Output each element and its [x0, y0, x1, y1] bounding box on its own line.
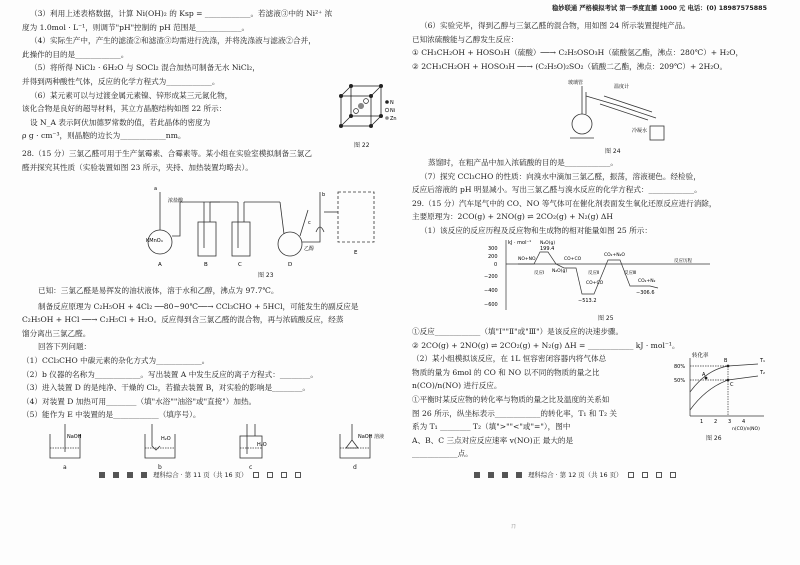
q5-line-1: （5）将所得 NiCl₂ · 6H₂O 与 SOCl₂ 混合加热可制备无水 NiCl₂，	[30, 63, 260, 73]
option-a-label: a	[63, 464, 67, 471]
option-b-label: b	[158, 464, 162, 471]
q28-7-line-2: 反应后溶液的 pH 明显减小。写出三氯乙醛与溴水反应的化学方程式：____________。	[412, 185, 702, 195]
fig26-ytick-50: 50%	[674, 378, 686, 384]
fig23-label-hcl: 浓盐酸	[168, 198, 184, 204]
fig25-ytick-300: 300	[488, 246, 498, 252]
fig23-label-d: D	[288, 262, 293, 268]
q29-stem-1: 29.（15 分）汽车尾气中的 CO、NO 等气体可在催化剂表面发生氧化还原反应进行消除，	[412, 198, 717, 208]
fig23-label-kmno4: KMnO₄	[146, 238, 163, 244]
q28-6-purpose: 蒸馏时，在粗产品中加入浓硫酸的目的是____________。	[428, 158, 618, 167]
fig26-point-c: C	[730, 382, 734, 388]
footer-left	[95, 470, 305, 479]
fig25-ylabel: kJ · mol⁻¹	[508, 240, 532, 246]
q28-known: 已知：三氯乙醛是易挥发的油状液体，溶于水和乙醇，沸点为 97.7℃。	[38, 286, 279, 295]
option-d-label: d	[353, 464, 357, 471]
fig23-label-small-b: b	[322, 192, 326, 198]
footer-right-text: 理科综合 · 第 12 页（共 16 页）	[528, 471, 623, 479]
fig23-label-small-c: c	[308, 220, 311, 226]
q28-sub-2: （2）b 仪器的名称为____________。写出装置 A 中发生反应的离子方程式：________。	[22, 369, 318, 379]
fig26-xlabel: n(CO)/n(NO)	[732, 427, 760, 432]
fig25-caption: 图 25	[598, 315, 614, 322]
q29-2-line-2: 物质的量为 6mol 的 CO 和 NO 以不同的物质的量之比	[412, 367, 600, 377]
q3-line-1: （3）利用上述表格数据，计算 Ni(OH)₂ 的 Ksp = ____________。若滤液③中的 Ni²⁺ 浓	[30, 9, 333, 18]
fig22-caption: 图 22	[354, 142, 370, 149]
page-bottom-mark: ㄇ	[510, 522, 517, 530]
fig25-ytick-m200: −200	[484, 274, 498, 280]
fig23-label-ethanol: 乙醇	[304, 246, 315, 252]
q4-line-1: （4）实际生产中，产生的滤渣②和滤渣③均需进行洗涤，并将洗涤液与滤液②合并，	[30, 36, 316, 46]
fig25-label-co2-n2o: CO₂+N₂O	[604, 253, 625, 258]
fig23-label-b: B	[204, 262, 208, 268]
q4-line-2: 此操作的目的是____________。	[22, 49, 129, 59]
q28-6-line-1: （6）实验完毕，得到乙醇与三氯乙醛的混合物，用如图 24 所示装置提纯产品。	[420, 21, 690, 30]
fig23-caption: 图 23	[258, 272, 274, 279]
fig25-energy-profile	[478, 238, 718, 314]
fig26-series-t2: T₂	[760, 370, 766, 376]
fig24-label-thermometer: 温度计	[614, 84, 630, 90]
option-b-reagent: H₂O	[161, 436, 171, 442]
q28-sub-1: （1）CCl₃CHO 中碳元素的杂化方式为____________。	[22, 355, 210, 365]
fig26-caption: 图 26	[706, 435, 722, 442]
fig24-label-cooling-water: 冷凝水	[632, 128, 648, 134]
fig26-ytick-80: 80%	[674, 364, 686, 370]
fig26-point-a: A	[702, 372, 706, 378]
fig26-point-b: B	[724, 358, 728, 364]
fig25-ytick-0: 0	[494, 262, 498, 268]
fig26-xtick-2: 2	[714, 419, 718, 425]
option-a-reagent: NaOH	[67, 434, 82, 440]
q28-6-reaction-1: ① CH₃CH₂OH + HOSO₃H（硫酸）──→ C₂H₅OSO₃H（硫酸氢乙酯，沸点：280℃）+ H₂O，	[412, 48, 744, 58]
footer-left-text: 理科综合 · 第 11 页（共 16 页）	[153, 471, 248, 479]
q28-principle-3: 馏分离出三氯乙醛。	[22, 328, 91, 338]
q28-sub-5: （5）能作为 E 中装置的是____________（填序号）。	[22, 410, 201, 420]
q29-2-a-1: ①平衡时某反应物的转化率与物质的量之比及温度的关系如	[412, 394, 610, 404]
q6-line-4: ρ g · cm⁻³，则晶胞的边长为____________nm。	[22, 131, 186, 141]
fig25-label-n2o: N₂O(g)	[540, 241, 556, 246]
fig22-legend-ni: Ni	[390, 108, 396, 114]
q3-line-2: 度为 1.0mol · L⁻¹，则调节"pH"控制的 pH 范围是____________。	[22, 22, 250, 32]
fig24-distillation	[560, 78, 680, 146]
fig25-label-r1: 反应Ⅰ	[534, 271, 545, 276]
fig-options-abcd	[40, 422, 390, 462]
option-d-reagent: NaOH 溶液	[358, 434, 385, 440]
q29-2-a-3: 系为 T₁ ________ T₂（填">""<"或"="），图中	[412, 422, 571, 432]
q28-6-line-2: 已知浓硫酸能与乙醇发生反应：	[412, 34, 519, 44]
fig25-label-co2-n2: CO₂+N₂	[638, 279, 656, 284]
right-column-top	[412, 19, 782, 73]
q28-7-line-1: （7）探究 CCl₃CHO 的性质：向溴水中滴加三氯乙醛，振荡，溶液褪色。经检验，	[420, 171, 701, 181]
q28-sub-4: （4）对装置 D 加热可用________（填"水浴""油浴"或"直接"）加热。	[22, 396, 257, 406]
fig26-series-t1: T₁	[760, 358, 766, 364]
fig25-value-306: −306.6	[636, 290, 655, 296]
left-column-lower	[22, 284, 394, 422]
q28-stem-1: 28.（15 分）三氯乙醛可用于生产氯霉素、合霉素等。某小组在实验室模拟制备三氯乙	[22, 148, 312, 158]
fig22-legend-zn: Zn	[390, 116, 397, 122]
fig22-crystal-cell	[335, 80, 397, 138]
fig25-ytick-200: 200	[488, 254, 498, 260]
q29-1: （1）该反应的反应历程及反应物和生成物的相对能量如图 25 所示：	[420, 225, 652, 235]
q29-1-a: ①反应____________（填"Ⅰ""Ⅱ"或"Ⅲ"）是该反应的决速步骤。	[412, 327, 624, 336]
fig25-label-r2: 反应Ⅱ	[588, 271, 600, 276]
fig25-label-n2o-2: N₂O(g)	[552, 269, 568, 274]
fig25-ytick-m400: −400	[484, 288, 498, 294]
q29-2-line-1: （2）某小组模拟该反应，在 1L 恒容密闭容器内将气体总	[412, 354, 607, 364]
fig25-label-path: 反应历程	[674, 259, 692, 264]
page-header: 稳妙联通 严格模拟考试 第一季度直播 1000 元 电话：(0) 18987575885	[552, 5, 767, 12]
q29-2-line-3: n(CO)/n(NO) 进行反应。	[412, 381, 502, 391]
fig26-conversion-chart	[672, 352, 772, 432]
fig23-label-c: C	[238, 262, 242, 268]
fig25-value-513: −513.2	[578, 298, 597, 304]
fig24-caption: 图 24	[605, 148, 621, 155]
fig26-xtick-4: 4	[742, 419, 746, 425]
fig25-value-199: 199.4	[540, 246, 555, 252]
fig23-label-e: E	[354, 250, 358, 256]
q29-2-a-5: ____________点。	[412, 449, 473, 459]
fig23-label-a: A	[158, 262, 162, 268]
fig26-xtick-3: 3	[728, 419, 732, 425]
right-column-mid	[412, 156, 782, 238]
q28-principle-2: C₂H₅OH + HCl ──→ C₂H₅Cl + H₂O。反应得到含三氯乙醛的混合物，再与浓硫酸反应，经蒸	[22, 315, 344, 325]
option-c-label: c	[249, 464, 253, 471]
q29-1-b: ② 2CO(g) + 2NO(g) ⇌ 2CO₂(g) + N₂(g) ΔH = ____________ kJ · mol⁻¹。	[412, 340, 680, 350]
fig22-legend-n: N	[390, 100, 394, 106]
fig26-title: 转化率	[692, 353, 709, 359]
q29-stem-2: 主要原理为：2CO(g) + 2NO(g) ⇌ 2CO₂(g) + N₂(g) ΔH	[412, 212, 613, 222]
footer-right	[470, 470, 680, 479]
fig23-apparatus	[146, 182, 382, 270]
fig25-ytick-m600: −600	[484, 302, 498, 308]
q28-principle-1: 制备反应原理为 C₂H₅OH + 4Cl₂ ──80~90℃──→ CCl₃CHO + 5HCl，可能发生的副反应是	[38, 301, 359, 311]
fig25-label-r3: 反应Ⅲ	[624, 271, 637, 276]
fig24-label-glass-tube: 玻璃管	[568, 80, 584, 86]
q28-sub-3: （3）进入装置 D 的是纯净、干燥的 Cl₂，若撤去装置 B，对实验的影响是________。	[22, 383, 311, 393]
q6-line-2: 该化合物是良好的超导材料，其立方晶胞结构如图 22 所示：	[22, 104, 227, 114]
fig23-label-small-a: a	[154, 186, 158, 192]
q29-2-a-4: A、B、C 三点对应反应速率 v(NO)正 最大的是	[412, 435, 574, 445]
q6-line-1: （6）某元素可以与过渡金属元素镍、锌形成某三元氮化物，	[30, 90, 233, 100]
q29-2-a-2: 图 26 所示，纵坐标表示____________的转化率，T₁ 和 T₂ 关	[412, 408, 618, 418]
option-c-reagent: H₂O	[257, 442, 267, 448]
fig25-label-co-co: CO+CO	[564, 257, 582, 262]
fig25-label-no-no: NO+NO	[518, 257, 536, 262]
q28-answer-prompt: 回答下列问题：	[38, 342, 92, 352]
fig25-label-co-co-2: CO+CO	[586, 281, 604, 286]
q28-6-reaction-2: ② 2CH₃CH₂OH + HOSO₃H ──→ (C₂H₅O)₂SO₂（硫酸二乙酯，沸点：209℃）+ 2H₂O。	[412, 61, 728, 71]
fig26-xtick-1: 1	[700, 419, 704, 425]
q28-stem-2: 醛并探究其性质（实验装置如图 23 所示，夹持、加热装置均略去）。	[22, 162, 253, 172]
q5-line-2: 并得到两种酸性气体，反应的化学方程式为____________。	[22, 76, 220, 86]
q6-line-3: 设 N_A 表示阿伏加德罗常数的值，若此晶体的密度为	[30, 117, 211, 127]
